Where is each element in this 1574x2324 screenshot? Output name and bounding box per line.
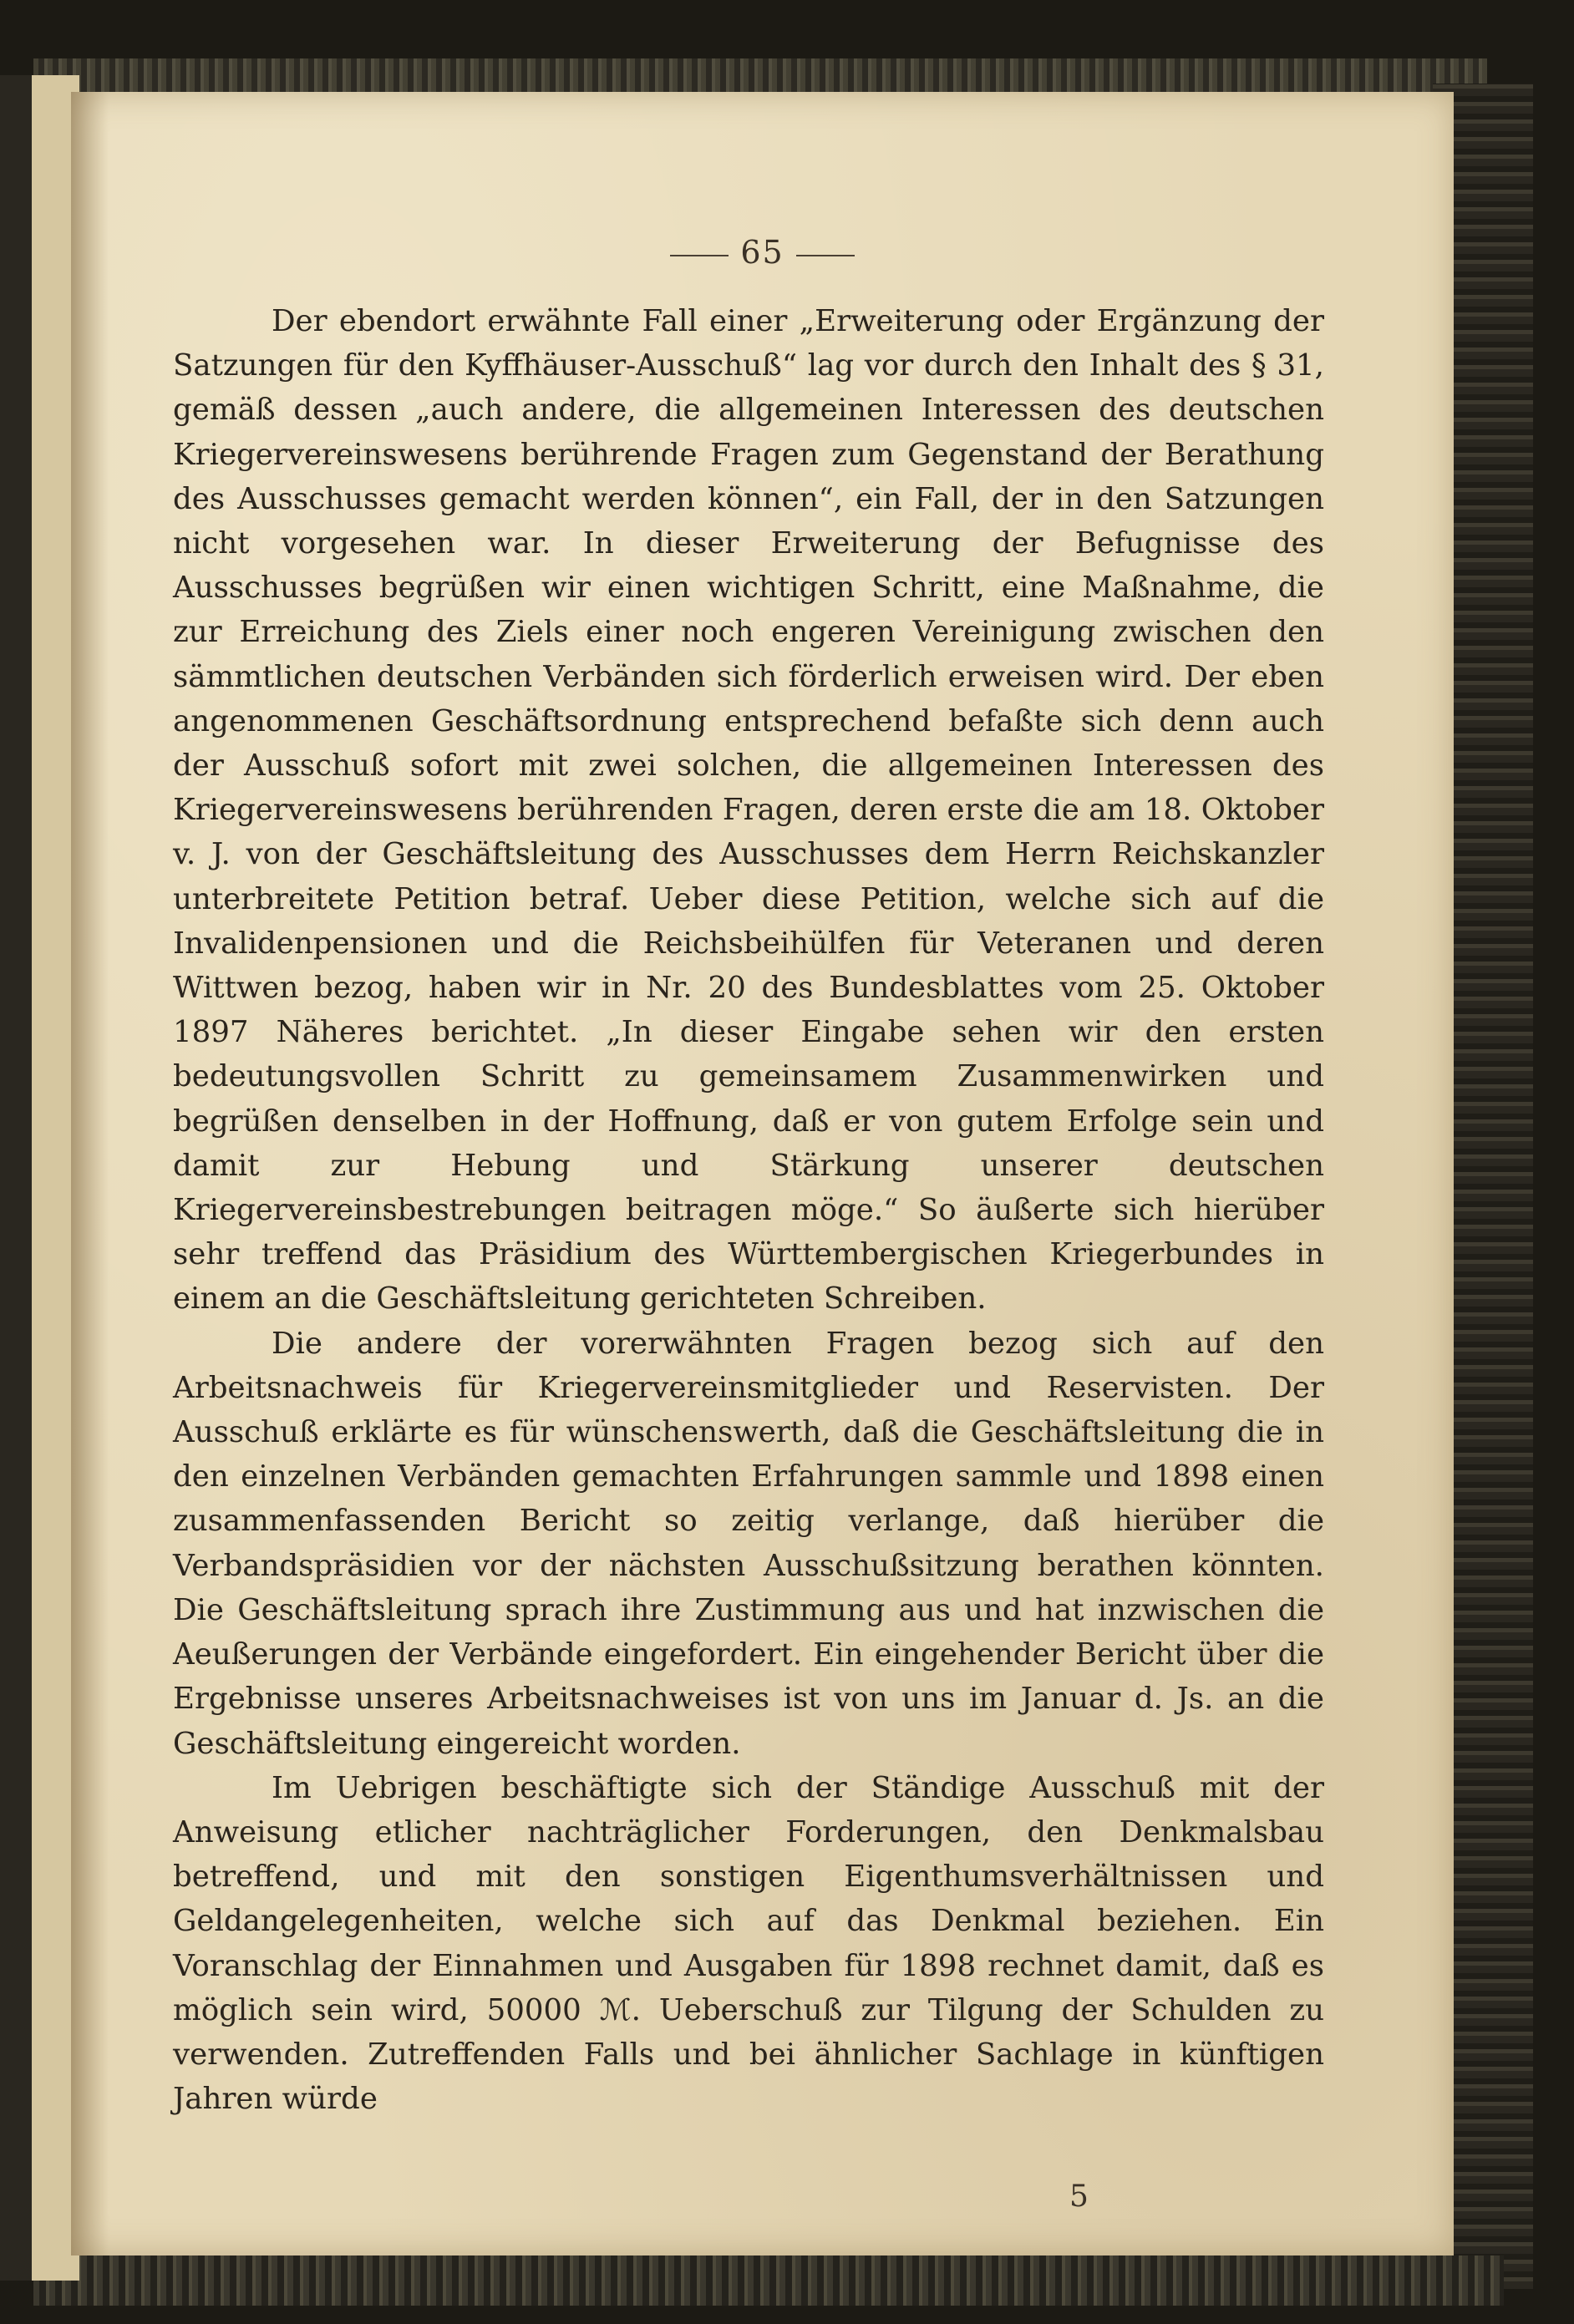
book-binding <box>0 75 79 2281</box>
page-gutter-shadow <box>71 92 109 2255</box>
body-text <box>173 299 1324 2121</box>
page-number: 65 <box>740 234 784 271</box>
paragraph-1: Der ebendort erwähnte Fall einer „Erweiterung oder Ergänzung der Satzungen für den Kyffhäuser-Ausschuß“ lag vor durch den Inhalt des § 31, gemäß dessen „auch andere, die allgemeinen Interessen des deutschen Kriegervereinswesens berührende Fragen zum Gegenstand der Berathung des Ausschusses gemacht werden können“, ein Fall, der in den Satzungen nicht vorgesehen war. In dieser Erweiterung der Befugnisse des Ausschusses begrüßen wir einen wichtigen Schritt, eine Maßnahme, die zur Erreichung des Ziels einer noch engeren Vereinigung zwischen den sämmtlichen deutschen Verbänden sich förderlich erweisen wird. Der eben angenommenen Geschäftsordnung entsprechend befaßte sich denn auch der Ausschuß sofort mit zwei solchen, die allgemeinen Interessen des Kriegervereinswesens berührenden Fragen, deren erste die am 18. Oktober v. J. von der Geschäftsleitung des Ausschusses dem Herrn Reichskanzler unterbreitete Petition betraf. Ueber diese Petition, welche sich auf die Invalidenpensionen und die Reichsbeihülfen für Veteranen und deren Wittwen bezog, haben wir in Nr. 20 des Bundesblattes vom 25. Oktober 1897 Näheres berichtet. „In dieser Eingabe sehen wir den ersten bedeutungsvollen Schritt zu gemeinsamem Zusammenwirken und begrüßen denselben in der Hoffnung, daß er von gutem Erfolge sein und damit zur Hebung und Stärkung unserer deutschen Kriegervereinsbestrebungen beitragen möge.“ So äußerte sich hierüber sehr treffend das Präsidium des Württembergischen Kriegerbundes in einem an die Geschäftsleitung gerichteten Schreiben. <box>173 304 1324 1317</box>
header-rule-left <box>670 255 729 256</box>
book-page <box>71 92 1454 2255</box>
header-rule-right <box>796 255 855 256</box>
signature-mark: 5 <box>1069 2179 1089 2214</box>
paragraph-3: Im Uebrigen beschäftigte sich der Ständige Ausschuß mit der Anweisung etlicher nachträglicher Forderungen, den Denkmalsbau betreffend, und mit den sonstigen Eigenthumsverhältnissen und Geldangelegenheiten, welche sich auf das Denkmal beziehen. Ein Voranschlag der Einnahmen und Ausgaben für 1898 rechnet damit, daß es möglich sein wird, 50000 ℳ. Ueberschuß zur Tilgung der Schulden zu verwenden. Zutreffenden Falls und bei ähnlicher Sachlage in künftigen Jahren würde <box>173 1770 1324 2117</box>
book-bottom-edge <box>33 2255 1504 2306</box>
page-header <box>71 234 1454 271</box>
paragraph-2: Die andere der vorerwähnten Fragen bezog sich auf den Arbeitsnachweis für Kriegervereinsmitglieder und Reservisten. Der Ausschuß erklärte es für wünschenswerth, daß die Geschäftsleitung die in den einzelnen Verbänden gemachten Erfahrungen sammle und 1898 einen zusammenfassenden Bericht so zeitig verlange, daß hierüber die Verbandspräsidien vor der nächsten Ausschußsitzung berathen könnten. Die Geschäftsleitung sprach ihre Zustimmung aus und hat inzwischen die Aeußerungen der Verbände eingefordert. Ein eingehender Bericht über die Ergebnisse unseres Arbeitsnachweises ist von uns im Januar d. Js. an die Geschäftsleitung eingereicht worden. <box>173 1326 1324 1761</box>
